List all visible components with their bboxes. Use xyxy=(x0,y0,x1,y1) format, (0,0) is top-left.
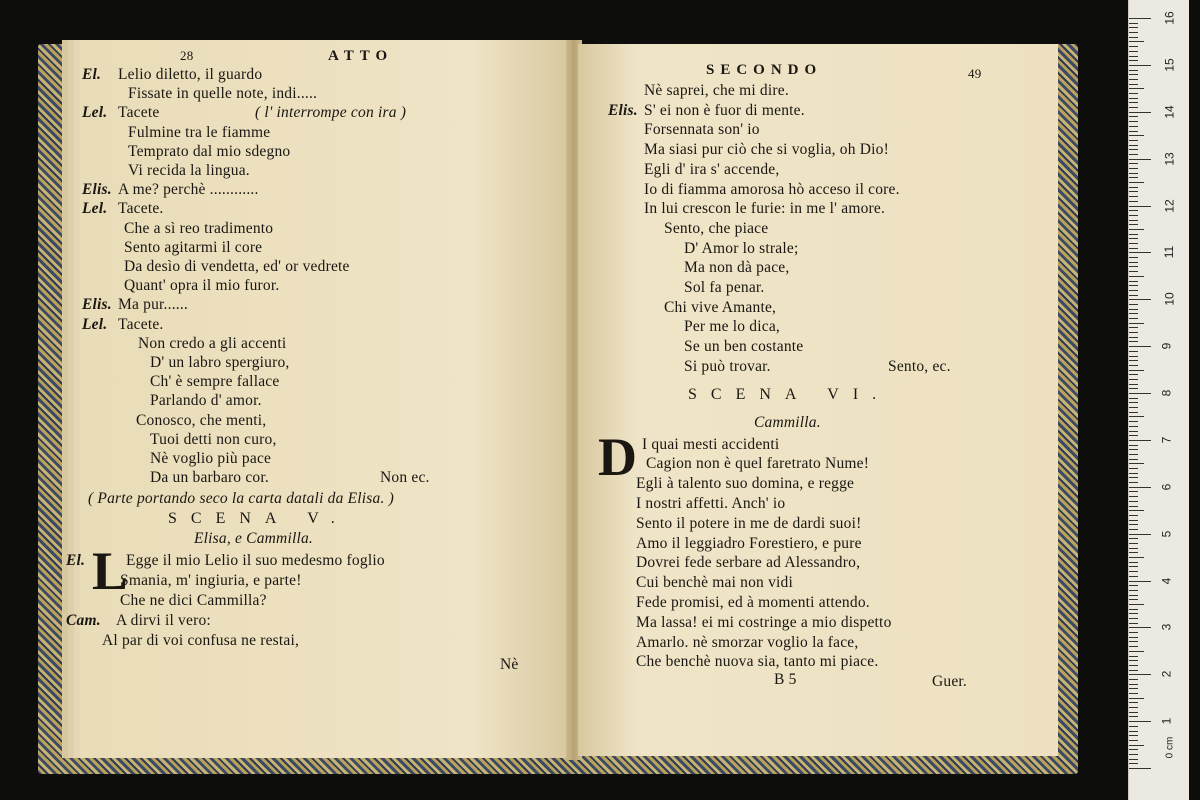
ruler-tick xyxy=(1129,562,1138,563)
ruler-tick xyxy=(1129,32,1138,33)
ruler-tick xyxy=(1129,431,1138,432)
verse-line: A me? perchè ............ xyxy=(118,181,259,199)
verse-line: Quant' opra il mio furor. xyxy=(124,277,280,295)
verse-line: Ma siasi pur ciò che si voglia, oh Dio! xyxy=(644,141,889,159)
ruler-tick xyxy=(1129,759,1138,760)
ruler-tick xyxy=(1129,740,1138,741)
ruler-tick xyxy=(1129,585,1138,586)
ruler-tick xyxy=(1129,41,1144,42)
verse-line: Sento, che piace xyxy=(664,219,769,237)
speaker-label: Lel. xyxy=(82,200,108,218)
ruler-tick xyxy=(1129,684,1138,685)
measuring-ruler xyxy=(1128,0,1189,800)
ruler-tick xyxy=(1129,763,1138,764)
ruler-tick xyxy=(1129,51,1138,52)
ruler-tick xyxy=(1129,426,1138,427)
ruler-tick xyxy=(1129,149,1138,150)
verse-line: Fede promisi, ed à momenti attendo. xyxy=(636,593,870,611)
ruler-tick xyxy=(1129,215,1138,216)
verse-line: Amo il leggiadro Forestiero, e pure xyxy=(636,534,862,552)
ruler-tick xyxy=(1129,407,1138,408)
ruler-tick xyxy=(1129,731,1138,732)
ruler-tick xyxy=(1129,93,1138,94)
ruler-tick xyxy=(1129,281,1138,282)
ruler-tick xyxy=(1129,74,1138,75)
speaker-label: El. xyxy=(66,552,86,570)
speaker-label: Elis. xyxy=(608,101,638,119)
verse-line: S' ei non è fuor di mente. xyxy=(644,101,805,119)
ruler-tick xyxy=(1129,56,1138,57)
ruler-tick xyxy=(1129,18,1151,19)
ruler-tick xyxy=(1129,698,1144,699)
ruler-number: 15 xyxy=(1162,58,1177,72)
verse-line: Dovrei fede serbare ad Alessandro, xyxy=(636,554,861,572)
verse-line: A dirvi il vero: xyxy=(116,612,211,630)
ruler-tick xyxy=(1129,187,1138,188)
ruler-tick xyxy=(1129,623,1138,624)
running-header: SECONDO xyxy=(706,62,823,78)
ruler-tick xyxy=(1129,285,1138,286)
ruler-tick xyxy=(1129,182,1144,183)
ruler-number: 14 xyxy=(1162,105,1177,119)
ruler-tick xyxy=(1129,702,1138,703)
ruler-tick xyxy=(1129,463,1144,464)
verse-line: Non credo a gli accenti xyxy=(138,334,287,352)
verse-line: Nè saprei, che mi dire. xyxy=(644,82,789,99)
verse-line: Ma non dà pace, xyxy=(684,259,790,277)
ruler-tick xyxy=(1129,295,1138,296)
ruler-tick xyxy=(1129,98,1138,99)
ruler-tick xyxy=(1129,107,1138,108)
ruler-tick xyxy=(1129,360,1138,361)
ruler-tick xyxy=(1129,79,1138,80)
ruler-tick xyxy=(1129,445,1138,446)
catchword: Nè xyxy=(500,656,519,674)
ruler-tick xyxy=(1129,576,1138,577)
verse-line: I nostri affetti. Anch' io xyxy=(636,494,786,512)
ruler-tick xyxy=(1129,543,1138,544)
ruler-tick xyxy=(1129,679,1138,680)
speaker-label: Elis. xyxy=(82,296,112,314)
verse-line: Egli à talento suo domina, e regge xyxy=(636,475,855,493)
ruler-tick xyxy=(1129,618,1138,619)
ruler-tick xyxy=(1129,27,1138,28)
ruler-tick xyxy=(1129,365,1138,366)
ruler-tick xyxy=(1129,712,1138,713)
ruler-number: 13 xyxy=(1162,151,1177,166)
ruler-number: 6 xyxy=(1159,483,1174,491)
verse-line: Da desìo di vendetta, ed' or vedrete xyxy=(124,258,350,275)
ruler-tick xyxy=(1129,304,1138,305)
ruler-tick xyxy=(1129,276,1144,277)
ruler-tick xyxy=(1129,735,1138,736)
ruler-tick xyxy=(1129,145,1138,146)
speaker-label: Lel. xyxy=(82,315,108,333)
catchword: Guer. xyxy=(932,673,968,691)
ruler-tick xyxy=(1129,159,1151,160)
ruler-tick xyxy=(1129,670,1138,671)
ruler-tick xyxy=(1129,398,1138,399)
ruler-tick xyxy=(1129,393,1151,394)
ruler-tick xyxy=(1129,229,1144,230)
ruler-tick xyxy=(1129,515,1138,516)
ruler-tick xyxy=(1129,473,1138,474)
verse-line: Amarlo. nè smorzar voglio la face, xyxy=(636,633,859,651)
ruler-tick xyxy=(1129,131,1138,132)
ruler-tick xyxy=(1129,627,1151,628)
ruler-tick xyxy=(1129,173,1138,174)
ruler-tick xyxy=(1129,412,1138,413)
ruler-tick xyxy=(1129,88,1144,89)
verse-line: Tacete. xyxy=(118,200,164,218)
verse-line: Sol fa penar. xyxy=(684,279,765,296)
stage-direction: ( Parte portando seco la carta datali da Elisa. ) xyxy=(88,490,394,508)
verse-line: Tacete xyxy=(118,104,160,122)
ruler-tick xyxy=(1129,351,1138,352)
ruler-tick xyxy=(1129,252,1151,253)
verse-line: Tacete. xyxy=(118,315,164,333)
ruler-number: 9 xyxy=(1159,342,1174,350)
drop-capital: D xyxy=(598,426,637,487)
verse-line: Ch' è sempre fallace xyxy=(150,373,280,391)
verse-line: Sento agitarmi il core xyxy=(124,238,263,256)
ruler-tick xyxy=(1129,529,1138,530)
ruler-tick xyxy=(1129,660,1138,661)
ruler-tick xyxy=(1129,454,1138,455)
ruler-tick xyxy=(1129,201,1138,202)
verse-line: Da un barbaro cor. xyxy=(150,469,269,487)
ruler-tick xyxy=(1129,327,1138,328)
ruler-tick xyxy=(1129,552,1138,553)
ruler-tick xyxy=(1129,163,1138,164)
speaker-label: El. xyxy=(82,66,102,83)
ruler-unit: 0 cm xyxy=(1164,736,1176,759)
stage-aside: ( l' interrompe con ira ) xyxy=(255,104,407,122)
verse-line: Parlando d' amor. xyxy=(150,392,262,410)
verse-line: Al par di voi confusa ne restai, xyxy=(102,632,300,650)
ruler-tick xyxy=(1129,206,1151,207)
left-page xyxy=(66,40,570,758)
verse-line: Io di fiamma amorosa hò acceso il core. xyxy=(644,180,900,198)
ruler-tick xyxy=(1129,641,1138,642)
ruler-tick xyxy=(1129,121,1138,122)
ruler-tick xyxy=(1129,745,1144,746)
verse-line: Che benchè nuova sia, tanto mi piace. xyxy=(636,653,879,671)
ruler-tick xyxy=(1129,477,1138,478)
ruler-tick xyxy=(1129,538,1138,539)
verse-line: Ma lassa! ei mi costringe a mio dispetto xyxy=(636,613,892,631)
ruler-tick xyxy=(1129,356,1138,357)
verse-line: Che ne dici Cammilla? xyxy=(120,592,267,610)
ruler-tick xyxy=(1129,84,1138,85)
verse-line: Smania, m' ingiuria, e parte! xyxy=(120,572,302,590)
ruler-tick xyxy=(1129,313,1138,314)
ruler-tick xyxy=(1129,613,1138,614)
ruler-tick xyxy=(1129,341,1138,342)
ruler-tick xyxy=(1129,224,1138,225)
ruler-number: 7 xyxy=(1159,436,1174,444)
ruler-tick xyxy=(1129,102,1138,103)
ruler-tick xyxy=(1129,435,1138,436)
ruler-tick xyxy=(1129,60,1138,61)
ruler-tick xyxy=(1129,332,1138,333)
ruler-tick xyxy=(1129,656,1138,657)
verse-line: Che a sì reo tradimento xyxy=(124,219,274,237)
ruler-number: 1 xyxy=(1159,717,1174,725)
speaker-label: Lel. xyxy=(82,104,108,122)
ruler-tick xyxy=(1129,665,1138,666)
ruler-tick xyxy=(1129,487,1151,488)
ruler-tick xyxy=(1129,46,1138,47)
ruler-tick xyxy=(1129,191,1138,192)
ruler-tick xyxy=(1129,23,1138,24)
ruler-tick xyxy=(1129,524,1138,525)
ruler-tick xyxy=(1129,262,1138,263)
verse-line: Temprato dal mio sdegno xyxy=(128,142,291,160)
verse-line: Fissate in quelle note, indi..... xyxy=(128,85,318,103)
ruler-tick xyxy=(1129,421,1138,422)
ruler-tick xyxy=(1129,402,1138,403)
speaker-label: Cam. xyxy=(66,612,101,630)
ruler-number: 5 xyxy=(1159,530,1174,537)
ruler-tick xyxy=(1129,651,1144,652)
ruler-tick xyxy=(1129,581,1151,582)
scene-characters: Elisa, e Cammilla. xyxy=(194,530,313,548)
ruler-tick xyxy=(1129,693,1138,694)
ruler-tick xyxy=(1129,566,1138,567)
page-number: 28 xyxy=(180,48,194,63)
ruler-tick xyxy=(1129,177,1138,178)
ruler-tick xyxy=(1129,65,1151,66)
verse-line: Conosco, che menti, xyxy=(136,411,267,429)
ruler-tick xyxy=(1129,309,1138,310)
ruler-tick xyxy=(1129,112,1151,113)
ruler-tick xyxy=(1129,491,1138,492)
ruler-tick xyxy=(1129,754,1138,755)
ruler-tick xyxy=(1129,595,1138,596)
ruler-tick xyxy=(1129,234,1138,235)
right-page xyxy=(578,44,1058,756)
ruler-tick xyxy=(1129,220,1138,221)
ruler-tick xyxy=(1129,520,1138,521)
ruler-tick xyxy=(1129,126,1138,127)
ruler-number: 8 xyxy=(1159,389,1174,397)
ruler-number: 4 xyxy=(1159,577,1174,584)
ruler-tick xyxy=(1129,632,1138,633)
ruler-tick xyxy=(1129,482,1138,483)
ruler-tick xyxy=(1129,609,1138,610)
ruler-tick xyxy=(1129,196,1138,197)
ruler-number: 2 xyxy=(1159,670,1174,678)
ruler-tick xyxy=(1129,135,1144,136)
verse-line: Egge il mio Lelio il suo medesmo foglio xyxy=(126,552,385,570)
verse-line: Nè voglio più pace xyxy=(150,450,272,467)
ruler-tick xyxy=(1129,290,1138,291)
ruler-tick xyxy=(1129,379,1138,380)
verse-line: Se un ben costante xyxy=(684,338,804,356)
ruler-tick xyxy=(1129,688,1138,689)
ruler-tick xyxy=(1129,374,1138,375)
ruler-tick xyxy=(1129,534,1151,535)
verse-line: I quai mesti accidenti xyxy=(642,435,780,453)
ruler-tick xyxy=(1129,449,1138,450)
ruler-tick xyxy=(1129,768,1151,769)
verse-line: Si può trovar. xyxy=(684,357,771,375)
ruler-tick xyxy=(1129,637,1138,638)
scene-title: SCENA VI. xyxy=(688,385,891,403)
scene-characters: Cammilla. xyxy=(754,413,821,431)
ruler-tick xyxy=(1129,168,1138,169)
ruler-tick xyxy=(1129,571,1138,572)
ruler-number: 12 xyxy=(1162,198,1177,213)
verse-line: D' Amor lo strale; xyxy=(684,239,799,257)
ruler-tick xyxy=(1129,506,1138,507)
ruler-tick xyxy=(1129,599,1138,600)
ruler-tick xyxy=(1129,501,1138,502)
verse-line: Cagion non è quel faretrato Nume! xyxy=(646,455,870,473)
ruler-tick xyxy=(1129,337,1138,338)
ruler-number: 3 xyxy=(1159,624,1174,631)
ruler-tick xyxy=(1129,154,1138,155)
ruler-tick xyxy=(1129,646,1138,647)
verse-line: Egli d' ira s' accende, xyxy=(644,160,780,178)
ruler-tick xyxy=(1129,243,1138,244)
aria-cue: Sento, ec. xyxy=(888,357,951,375)
verse-line: D' un labro spergiuro, xyxy=(150,354,290,371)
speaker-label: Elis. xyxy=(82,181,112,199)
ruler-tick xyxy=(1129,590,1138,591)
ruler-tick xyxy=(1129,716,1138,717)
ruler-tick xyxy=(1129,318,1138,319)
ruler-tick xyxy=(1129,210,1138,211)
verse-line: Ma pur...... xyxy=(118,296,188,314)
ruler-tick xyxy=(1129,384,1138,385)
verse-line: Per me lo dica, xyxy=(684,318,780,336)
verse-line: Cui benchè mai non vidi xyxy=(636,574,793,592)
ruler-tick xyxy=(1129,257,1138,258)
ruler-tick xyxy=(1129,238,1138,239)
ruler-tick xyxy=(1129,140,1138,141)
ruler-tick xyxy=(1129,557,1144,558)
aria-cue: Non ec. xyxy=(380,469,430,487)
ruler-tick xyxy=(1129,346,1151,347)
ruler-tick xyxy=(1129,248,1138,249)
verse-line: In lui crescon le furie: in me l' amore. xyxy=(644,200,886,218)
running-header: ATTO xyxy=(328,48,394,64)
ruler-tick xyxy=(1129,116,1138,117)
verse-line: Sento il potere in me de dardi suoi! xyxy=(636,514,862,532)
ruler-tick xyxy=(1129,721,1151,722)
verse-line: Vi recida la lingua. xyxy=(128,162,250,179)
ruler-tick xyxy=(1129,388,1138,389)
verse-line: Fulmine tra le fiamme xyxy=(128,123,271,141)
ruler-tick xyxy=(1129,510,1144,511)
ruler-tick xyxy=(1129,726,1138,727)
verse-line: Chi vive Amante, xyxy=(664,298,777,316)
ruler-tick xyxy=(1129,496,1138,497)
drop-capital: L xyxy=(92,541,129,602)
ruler-tick xyxy=(1129,749,1138,750)
ruler-tick xyxy=(1129,548,1138,549)
verse-line: Tuoi detti non curo, xyxy=(150,430,277,448)
page-number: 49 xyxy=(968,66,982,81)
ruler-tick xyxy=(1129,459,1138,460)
ruler-number: 10 xyxy=(1162,292,1177,306)
ruler-tick xyxy=(1129,604,1144,605)
ruler-tick xyxy=(1129,440,1151,441)
ruler-tick xyxy=(1129,323,1144,324)
ruler-tick xyxy=(1129,271,1138,272)
verse-line: Lelio diletto, il guardo xyxy=(118,66,263,83)
ruler-number: 11 xyxy=(1162,246,1177,259)
scene-title: SCENA V. xyxy=(168,510,349,528)
ruler-tick xyxy=(1129,468,1138,469)
ruler-tick xyxy=(1129,266,1138,267)
signature-mark: B 5 xyxy=(774,671,797,689)
ruler-tick xyxy=(1129,37,1138,38)
ruler-tick xyxy=(1129,299,1151,300)
ruler-tick xyxy=(1129,707,1138,708)
ruler-tick xyxy=(1129,370,1144,371)
ruler-number: 16 xyxy=(1162,11,1177,25)
verse-line: Forsennata son' io xyxy=(644,121,760,139)
ruler-tick xyxy=(1129,416,1144,417)
ruler-tick xyxy=(1129,70,1138,71)
ruler-tick xyxy=(1129,674,1151,675)
